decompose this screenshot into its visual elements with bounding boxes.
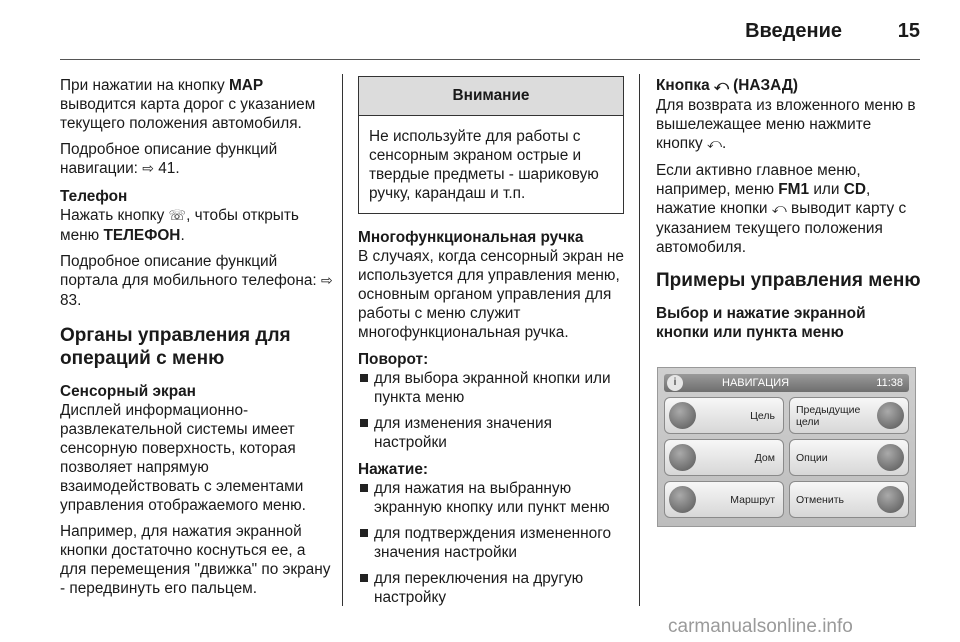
- notice-body: Не используйте для работы с сенсорным экраном острые и твердые предметы - шариковую ручку, карандаш и т.п.: [369, 128, 599, 202]
- nav-ref-paragraph: [60, 140, 334, 179]
- route-icon: [669, 486, 696, 513]
- nav-previous-destinations-button: [789, 397, 909, 434]
- cancel-icon: [877, 486, 904, 513]
- back2-or: или: [809, 181, 844, 198]
- page-title: Введение: [745, 20, 842, 42]
- nav-button-label: Отменить: [796, 494, 844, 506]
- nav-title: НАВИГАЦИЯ: [722, 377, 790, 389]
- phone-text-b: , чтобы открыть меню: [60, 207, 299, 244]
- ref-arrow-icon: ⇨: [142, 161, 154, 177]
- column-1: [60, 76, 334, 605]
- header-rule: [60, 59, 920, 60]
- column-3: [656, 76, 922, 349]
- rotate-label: Поворот:: [358, 351, 429, 368]
- nav-ref-page: 41.: [158, 160, 180, 177]
- knob-paragraph: В случаях, когда сенсорный экран не используется для управления меню, основным органом управления для работы с меню служит многофункциональная ручка.: [358, 248, 624, 341]
- back-arrow-icon: ⤺: [707, 136, 722, 152]
- notice-title: Внимание: [359, 77, 623, 116]
- phone-ref-text: Подробное описание функций портала для мобильного телефона:: [60, 253, 321, 289]
- column-divider-2: [639, 74, 640, 606]
- nav-ref-text: Подробное описание функций навигации:: [60, 141, 278, 177]
- phone-ref-paragraph: [60, 252, 334, 310]
- page-number: 15: [897, 20, 920, 42]
- fm1-label: FM1: [778, 181, 810, 198]
- nav-button-label: Предыдущие цели: [796, 404, 861, 428]
- previous-destinations-icon: [877, 402, 904, 429]
- list-item: для нажатия на выбранную экранную кнопку или пункт меню: [358, 479, 624, 517]
- list-item: для переключения на другую настройку: [358, 569, 624, 607]
- phone-paragraph: [60, 206, 334, 245]
- back2-text-b: , нажатие кнопки: [656, 181, 871, 217]
- phone-text-a: Нажать кнопку: [60, 207, 169, 224]
- back-paragraph-1: [656, 96, 922, 154]
- page-header: [0, 0, 960, 58]
- phone-heading: Телефон: [60, 188, 128, 205]
- nav-title-bar: [664, 374, 909, 392]
- nav-options-button: [789, 439, 909, 476]
- phone-ref-page: 83.: [60, 292, 82, 309]
- back2-text-c: выводит карту с указанием текущего положения автомобиля.: [656, 200, 907, 256]
- nav-button-label: Маршрут: [730, 494, 775, 506]
- nav-home-button: [664, 439, 784, 476]
- cd-label: CD: [843, 181, 867, 198]
- back-heading-b: (НАЗАД): [728, 77, 798, 94]
- select-heading: Выбор и нажатие экранной кнопки или пункта меню: [656, 305, 866, 341]
- examples-heading: Примеры управления меню: [656, 270, 921, 291]
- press-list: [358, 479, 624, 607]
- controls-section-heading: Органы управления для операций с меню: [60, 325, 291, 369]
- watermark: carmanualsonline.info: [668, 616, 853, 637]
- home-icon: [669, 444, 696, 471]
- list-item: для подтверждения измененного значения настройки: [358, 524, 624, 562]
- column-divider-1: [342, 74, 343, 606]
- touch-heading: Сенсорный экран: [60, 383, 196, 400]
- navigation-screen-image: [657, 367, 916, 527]
- back-heading: [656, 76, 922, 96]
- map-text-b: выводится карта дорог с указанием текущего положения автомобиля.: [60, 96, 316, 132]
- touch-paragraph-2: Например, для нажатия экранной кнопки достаточно коснуться ее, а для перемещения "движка" по экрану - передвинуть его пальцем.: [60, 523, 331, 597]
- info-icon: i: [667, 375, 683, 391]
- nav-route-button: [664, 481, 784, 518]
- destination-icon: [669, 402, 696, 429]
- press-label: Нажатие:: [358, 461, 429, 478]
- back-paragraph-2: [656, 161, 922, 257]
- knob-heading: Многофункциональная ручка: [358, 229, 584, 246]
- gear-icon: [877, 444, 904, 471]
- back-heading-a: Кнопка: [656, 77, 714, 94]
- nav-button-label: Опции: [796, 452, 828, 464]
- ref-arrow-icon: ⇨: [320, 273, 333, 289]
- back-arrow-icon: ⤺: [771, 201, 787, 217]
- phone-text-c: .: [180, 227, 185, 244]
- map-button-label: MAP: [228, 77, 264, 94]
- touch-paragraph-1: Дисплей информационно-развлекательной системы имеет сенсорную поверхность, которая позволяет напрямую взаимодействовать с элементами управления отображаемого меню.: [60, 402, 306, 514]
- nav-button-label: Дом: [754, 452, 775, 464]
- list-item: для изменения значения настройки: [358, 414, 624, 452]
- nav-time: 11:38: [876, 377, 903, 389]
- back-text-a: Для возврата из вложенного меню в вышележащее меню нажмите кнопку: [656, 97, 916, 152]
- map-paragraph: [60, 76, 334, 133]
- phone-handset-icon: ☏: [168, 208, 187, 224]
- back2-text-a: Если активно главное меню, например, меню: [656, 162, 861, 198]
- phone-menu-label: ТЕЛЕФОН: [103, 227, 181, 244]
- nav-destination-button: [664, 397, 784, 434]
- back-arrow-icon: ⤺: [713, 78, 729, 94]
- nav-button-grid: [664, 397, 909, 518]
- list-item: для выбора экранной кнопки или пункта меню: [358, 369, 624, 407]
- back-text-b: .: [721, 135, 727, 152]
- column-2: [358, 76, 624, 614]
- nav-cancel-button: [789, 481, 909, 518]
- notice-box: [358, 76, 624, 214]
- nav-button-label: Цель: [750, 410, 775, 422]
- rotate-list: [358, 369, 624, 452]
- map-text-a: При нажатии на кнопку: [60, 77, 229, 94]
